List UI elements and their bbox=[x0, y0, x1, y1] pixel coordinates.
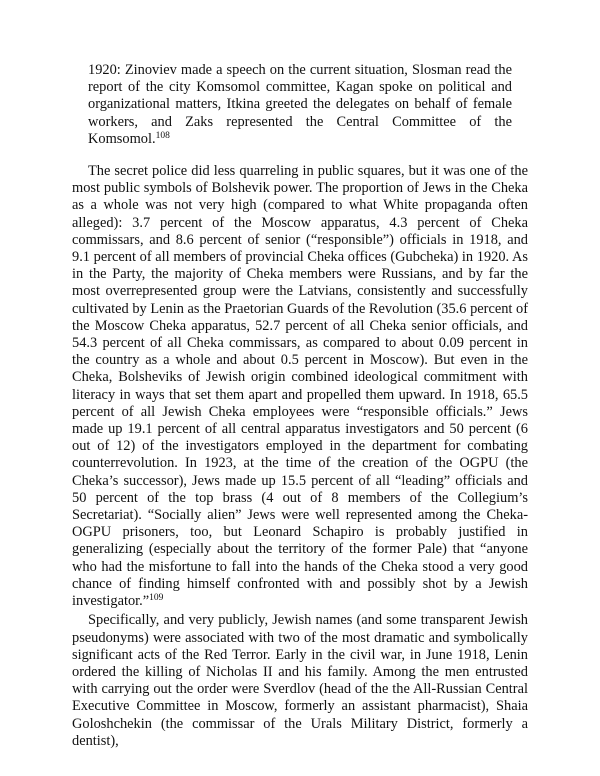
footnote-ref-108[interactable]: 108 bbox=[155, 130, 170, 141]
paragraph-cheka-text: The secret police did less quarreling in public squares, but it was one of the most public symbols of Bolshevik power. The proportion of Jews in the Cheka as a whole was not very high (compared to what White propaganda often alleged): 3.7 percent of the Moscow apparatus, 4.3 percent of Cheka commissars, and 8.6 percent of senior (“responsible”) officials in 1918, and 9.1 percent of all members of provincial Cheka offices (Gubcheka) in 1920. As in the Party, the majority of Cheka members were Russians, and by far the most overrepresented group were the Latvians, consistently and successfully cultivated by Lenin as the Praetorian Guards of the Revolution (35.6 percent of the Moscow Cheka apparatus, 52.7 percent of all Cheka senior officials, and 54.3 percent of all Cheka commissars, as compared to about 0.09 percent in the country as a whole and about 0.5 percent in Moscow). But even in the Cheka, Bolsheviks of Jewish origin combined ideological commitment with literacy in ways that set them apart and propelled them upward. In 1918, 65.5 percent of all Jewish Cheka employees were “responsible officials.” Jews made up 19.1 percent of all central apparatus investigators and 50 percent (6 out of 12) of the investigators employed in the department for combating counterrevolution. In 1923, at the time of the creation of the OGPU (the Cheka’s successor), Jews made up 15.5 percent of all “leading” officials and 50 percent of the top brass (4 out of 8 members of the Collegium’s Secretariat). “Socially alien” Jews were well represented among the Cheka-OGPU prisoners, too, but Leonard Schapiro is probably justified in generalizing (especially about the territory of the former Pale) that “anyone who had the misfortune to fall into the hands of the Cheka stood a very good chance of finding himself confronted with and possibly shot by a Jewish investigator.” bbox=[72, 163, 528, 610]
paragraph-red-terror-text: Specifically, and very publicly, Jewish names (and some transparent Jewish pseudonyms) were associated with two of the most dramatic and symbolically significant acts of the Red Terror. Early in the civil war, in June 1918, Lenin ordered the killing of Nicholas II and his family. Among the men entrusted with carrying out the order were Sverdlov (head of the the All-Russian Central Executive Committee in Moscow, formerly an assistant pharmacist), Shaia Goloshchekin (the commissar of the Urals Military District, formerly a dentist), bbox=[72, 612, 528, 749]
page-body bbox=[72, 62, 528, 750]
paragraph-cheka bbox=[72, 163, 528, 610]
footnote-ref-109[interactable]: 109 bbox=[149, 593, 164, 604]
block-quote-text: 1920: Zinoviev made a speech on the current situation, Slosman read the report of the city Komsomol committee, Kagan spoke on political and organizational matters, Itkina greeted the delegates on behalf of female workers, and Zaks represented the Central Committee of the Komsomol. bbox=[88, 62, 512, 147]
block-quote bbox=[88, 62, 512, 148]
paragraph-red-terror bbox=[72, 612, 528, 750]
